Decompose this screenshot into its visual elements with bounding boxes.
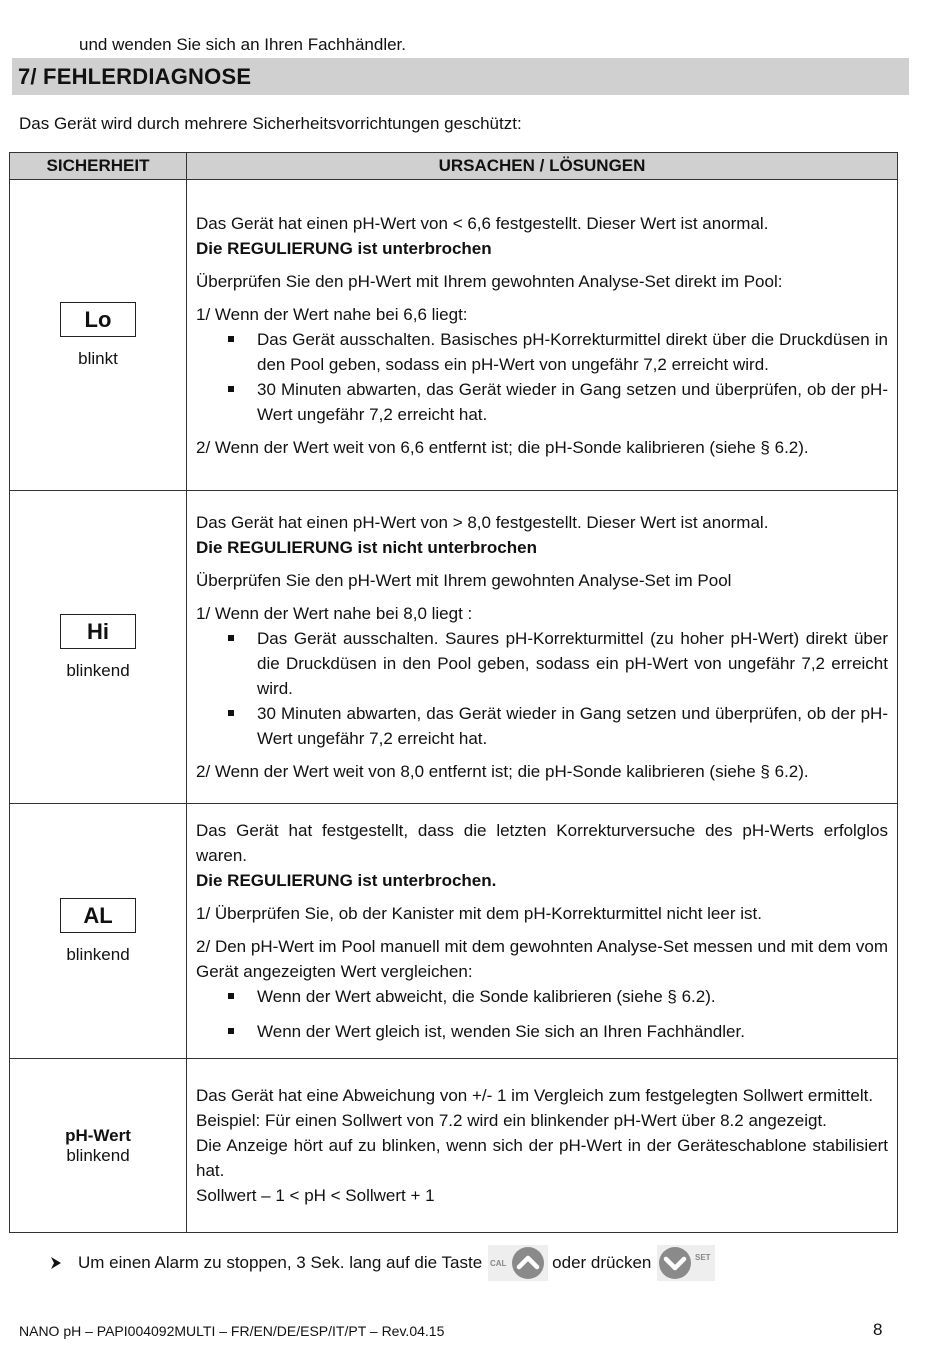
cause-line: Das Gerät hat einen pH-Wert von > 8,0 festgestellt. Dieser Wert ist anormal. [196, 513, 769, 532]
cal-key-label: CAL [490, 1259, 507, 1268]
footer-doc-id: NANO pH – PAPI004092MULTI – FR/EN/DE/ESP/IT/PT – Rev.04.15 [19, 1323, 445, 1339]
cause-line: Beispiel: Für einen Sollwert von 7.2 wird ein blinkender pH-Wert über 8.2 angezeigt. [196, 1111, 827, 1130]
state-label: blinkend [66, 1145, 130, 1165]
bullet-list [196, 626, 888, 751]
cause-line: Das Gerät hat festgestellt, dass die letzten Korrekturversuche des pH-Werts erfolglos waren. [196, 821, 888, 865]
cause-line: 1/ Wenn der Wert nahe bei 6,6 liegt: [196, 304, 468, 324]
cause-line: Das Gerät hat einen pH-Wert von < 6,6 festgestellt. Dieser Wert ist anormal. [196, 213, 769, 233]
table-row [10, 1059, 898, 1233]
ph-value-label: pH-Wert [65, 1125, 131, 1145]
safety-cell [10, 491, 187, 804]
cause-line: Überprüfen Sie den pH-Wert mit Ihrem gewohnten Analyse-Set direkt im Pool: [196, 271, 783, 291]
display-code-hi: Hi [60, 614, 136, 649]
cause-line: Sollwert – 1 < pH < Sollwert + 1 [196, 1186, 435, 1205]
cause-cell [187, 1059, 898, 1233]
cal-up-key-icon [488, 1245, 548, 1281]
bullet-item: 30 Minuten abwarten, das Gerät wieder in Gang setzen und überprüfen, ob der pH-Wert ungefähr 7,2 erreicht hat. [196, 377, 888, 427]
safety-cell [10, 180, 187, 491]
bullet-item: Wenn der Wert gleich ist, wenden Sie sich an Ihren Fachhändler. [196, 1019, 888, 1044]
intro-text: Das Gerät wird durch mehrere Sicherheitsvorrichtungen geschützt: [19, 114, 522, 133]
table-row [10, 491, 898, 804]
note-text: Um einen Alarm zu stoppen, 3 Sek. lang auf die Taste [78, 1253, 483, 1272]
continued-text: und wenden Sie sich an Ihren Fachhändler. [79, 35, 407, 54]
safety-cell [10, 804, 187, 1059]
note-text-middle: oder drücken [552, 1253, 652, 1272]
safety-cell [10, 1059, 187, 1233]
set-key-label: SET [695, 1253, 711, 1262]
table-header-row [10, 153, 898, 180]
cause-line: 2/ Den pH-Wert im Pool manuell mit dem gewohnten Analyse-Set messen und mit dem vom Gerät angezeigten Wert vergleichen: [196, 937, 888, 981]
cause-cell [187, 804, 898, 1059]
header-causes: URSACHEN / LÖSUNGEN [187, 153, 898, 180]
table-row [10, 804, 898, 1059]
state-label: blinkend [66, 660, 130, 680]
page-number: 8 [873, 1320, 883, 1339]
down-set-key-icon [657, 1245, 715, 1281]
arrow-right-icon [50, 1256, 62, 1270]
bullet-item: Das Gerät ausschalten. Saures pH-Korrekturmittel (zu hoher pH-Wert) direkt über die Druckdüsen in den Pool geben, sodass ein pH-Wert von ungefähr 7,2 erreicht wird. [196, 626, 888, 701]
cause-line: Überprüfen Sie den pH-Wert mit Ihrem gewohnten Analyse-Set im Pool [196, 571, 732, 590]
display-code-al: AL [60, 898, 136, 933]
diagnosis-table [9, 152, 898, 1233]
bullet-item: Wenn der Wert abweicht, die Sonde kalibrieren (siehe § 6.2). [196, 984, 888, 1009]
cause-cell [187, 180, 898, 491]
state-label: blinkend [66, 944, 130, 964]
cause-cell [187, 491, 898, 804]
bullet-item: Das Gerät ausschalten. Basisches pH-Korrekturmittel direkt über die Druckdüsen in den Pool geben, sodass ein pH-Wert von ungefähr 7,2 erreicht wird. [196, 327, 888, 377]
bullet-list [196, 327, 888, 427]
section-title: 7/ FEHLERDIAGNOSE [12, 58, 909, 95]
regulation-status: Die REGULIERUNG ist unterbrochen. [196, 871, 497, 890]
header-safety: SICHERHEIT [10, 153, 187, 180]
table-row [10, 180, 898, 491]
bullet-item: 30 Minuten abwarten, das Gerät wieder in Gang setzen und überprüfen, ob der pH-Wert ungefähr 7,2 erreicht hat. [196, 701, 888, 751]
alarm-stop-note [50, 1243, 715, 1283]
regulation-status: Die REGULIERUNG ist unterbrochen [196, 238, 492, 258]
cause-line: 1/ Wenn der Wert nahe bei 8,0 liegt : [196, 604, 473, 623]
cause-line: 1/ Überprüfen Sie, ob der Kanister mit dem pH-Korrekturmittel nicht leer ist. [196, 904, 762, 923]
display-code-lo: Lo [60, 302, 136, 337]
bullet-list [196, 984, 888, 1044]
cause-line: 2/ Wenn der Wert weit von 8,0 entfernt ist; die pH-Sonde kalibrieren (siehe § 6.2). [196, 762, 809, 781]
state-label: blinkt [78, 348, 118, 368]
regulation-status: Die REGULIERUNG ist nicht unterbrochen [196, 538, 537, 557]
cause-line: Die Anzeige hört auf zu blinken, wenn sich der pH-Wert in der Geräteschablone stabilisiert hat. [196, 1136, 888, 1180]
cause-line: Das Gerät hat eine Abweichung von +/- 1 im Vergleich zum festgelegten Sollwert ermittelt. [196, 1086, 874, 1105]
cause-line: 2/ Wenn der Wert weit von 6,6 entfernt ist; die pH-Sonde kalibrieren (siehe § 6.2). [196, 437, 809, 457]
